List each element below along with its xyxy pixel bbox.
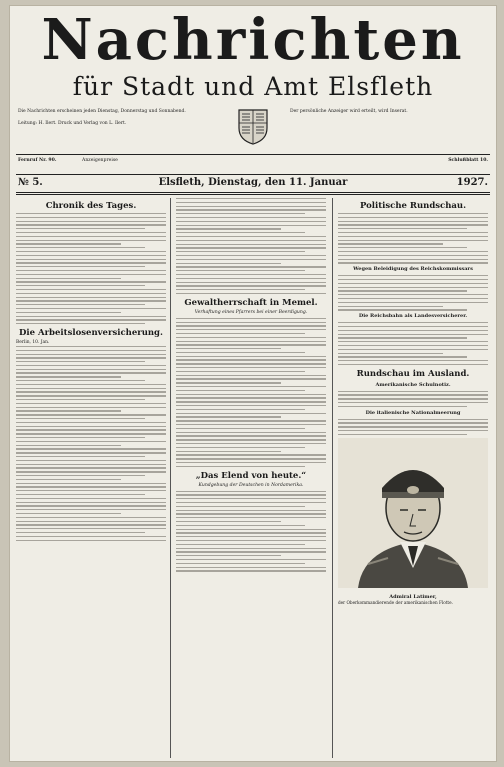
text-line bbox=[176, 255, 326, 256]
text-line bbox=[16, 517, 166, 518]
issue-year: 1927. bbox=[456, 177, 488, 188]
text-line bbox=[176, 228, 281, 229]
text-line bbox=[16, 528, 166, 529]
text-line bbox=[176, 378, 326, 379]
text-line bbox=[176, 435, 326, 436]
text-line bbox=[16, 407, 166, 408]
text-line bbox=[16, 437, 145, 438]
text-line bbox=[176, 494, 326, 495]
text-line bbox=[338, 360, 488, 361]
text-line bbox=[176, 293, 326, 294]
text-line bbox=[176, 270, 305, 271]
text-line bbox=[176, 356, 326, 357]
column-1 bbox=[16, 198, 166, 543]
text-line bbox=[16, 266, 145, 267]
text-block bbox=[338, 213, 488, 264]
text-line bbox=[176, 375, 326, 376]
section-reichskommissar: Wegen Beleidigung des Reichskommissars bbox=[353, 266, 473, 273]
text-line bbox=[176, 318, 326, 319]
text-line bbox=[16, 460, 166, 461]
fernruf: Fernruf Nr. 90. bbox=[18, 158, 57, 163]
headline-elend: „Das Elend von heute.“ bbox=[195, 470, 307, 481]
text-line bbox=[16, 422, 166, 423]
text-line bbox=[176, 563, 305, 564]
text-line bbox=[176, 532, 326, 533]
text-line bbox=[176, 466, 305, 467]
newspaper-page bbox=[10, 6, 496, 761]
text-line bbox=[16, 217, 166, 218]
text-line bbox=[338, 236, 488, 237]
text-line bbox=[338, 334, 488, 335]
text-line bbox=[16, 483, 166, 484]
text-line bbox=[338, 302, 488, 303]
text-line bbox=[16, 369, 166, 370]
text-line bbox=[16, 255, 166, 256]
text-line bbox=[176, 344, 326, 345]
text-line bbox=[16, 312, 121, 313]
text-line bbox=[16, 395, 166, 396]
text-line bbox=[338, 322, 488, 323]
text-line bbox=[16, 380, 145, 381]
text-line bbox=[176, 232, 305, 233]
column-divider bbox=[170, 198, 171, 758]
headline-rundschau: Politische Rundschau. bbox=[359, 201, 467, 211]
text-line bbox=[176, 352, 305, 353]
text-line bbox=[176, 359, 326, 360]
text-line bbox=[16, 410, 121, 411]
text-line bbox=[16, 240, 166, 241]
text-line bbox=[176, 416, 281, 417]
text-line bbox=[176, 502, 326, 503]
issue-row bbox=[18, 176, 488, 190]
text-line bbox=[176, 521, 281, 522]
text-line bbox=[176, 348, 281, 349]
text-line bbox=[176, 333, 305, 334]
text-block bbox=[338, 391, 488, 407]
text-line bbox=[16, 247, 145, 248]
text-line bbox=[176, 282, 326, 283]
text-line bbox=[176, 244, 326, 245]
text-line bbox=[176, 367, 326, 368]
text-line bbox=[176, 454, 326, 455]
divider bbox=[16, 174, 490, 175]
text-line bbox=[16, 532, 145, 533]
text-line bbox=[16, 475, 145, 476]
text-line bbox=[16, 346, 166, 347]
text-line bbox=[176, 548, 326, 549]
text-line bbox=[176, 202, 326, 203]
text-line bbox=[16, 456, 145, 457]
text-line bbox=[16, 221, 166, 222]
text-line bbox=[16, 479, 121, 480]
text-line bbox=[16, 471, 166, 472]
text-line bbox=[176, 198, 326, 199]
text-line bbox=[338, 402, 488, 403]
text-line bbox=[338, 337, 467, 338]
text-line bbox=[338, 406, 467, 407]
text-block bbox=[16, 346, 166, 541]
text-line bbox=[16, 414, 166, 415]
info-left-line: Die Nachrichten erscheinen jeden Dienstag, Donnerstag und Sonnabend. bbox=[18, 109, 186, 114]
text-line bbox=[16, 251, 166, 252]
text-line bbox=[16, 376, 121, 377]
text-line bbox=[176, 409, 305, 410]
text-line bbox=[338, 341, 488, 342]
text-line bbox=[338, 287, 488, 288]
text-line bbox=[16, 293, 166, 294]
text-line bbox=[176, 529, 326, 530]
admiral-portrait-image bbox=[338, 438, 488, 588]
text-line bbox=[16, 300, 166, 301]
text-line bbox=[176, 382, 281, 383]
text-line bbox=[16, 513, 121, 514]
text-line bbox=[338, 398, 488, 399]
text-line bbox=[16, 297, 166, 298]
text-line bbox=[16, 502, 166, 503]
text-line bbox=[176, 278, 326, 279]
text-line bbox=[338, 426, 488, 427]
text-line bbox=[16, 213, 166, 214]
text-line bbox=[338, 262, 488, 263]
text-line bbox=[16, 464, 166, 465]
text-line bbox=[176, 325, 326, 326]
text-line bbox=[338, 221, 488, 222]
text-line bbox=[176, 506, 305, 507]
text-line bbox=[176, 439, 326, 440]
subheadline-elend: Kundgebung der Deutschen in Nordamerika. bbox=[198, 482, 304, 488]
text-line bbox=[338, 213, 488, 214]
text-line bbox=[176, 498, 326, 499]
dateline: Berlin, 10. Jan. bbox=[16, 339, 50, 345]
text-line bbox=[176, 274, 326, 275]
text-line bbox=[176, 462, 326, 463]
text-line bbox=[16, 354, 166, 355]
text-line bbox=[16, 399, 145, 400]
column-2 bbox=[176, 198, 326, 574]
text-line bbox=[338, 306, 443, 307]
text-block bbox=[176, 198, 326, 294]
text-line bbox=[176, 428, 305, 429]
text-line bbox=[176, 341, 326, 342]
subheadline-memel: Verhaftung eines Pfarrers bei einer Beerdigung. bbox=[194, 309, 308, 315]
text-line bbox=[338, 255, 488, 256]
text-line bbox=[176, 513, 326, 514]
publication-info-right bbox=[290, 109, 488, 115]
text-line bbox=[338, 364, 488, 365]
masthead-title: Nachrichten bbox=[41, 7, 465, 73]
text-line bbox=[16, 285, 145, 286]
text-line bbox=[338, 419, 488, 420]
text-line bbox=[16, 350, 166, 351]
text-line bbox=[176, 525, 305, 526]
text-line bbox=[176, 540, 326, 541]
portrait-caption: Admiral Latimer, bbox=[389, 593, 437, 600]
text-line bbox=[176, 517, 326, 518]
text-line bbox=[176, 567, 326, 568]
info-right-line: Der persönliche Anzeiger wird erteilt, wird Inserat. bbox=[290, 109, 408, 114]
text-line bbox=[16, 521, 166, 522]
text-line bbox=[338, 356, 467, 357]
text-line bbox=[176, 551, 326, 552]
text-line bbox=[16, 403, 166, 404]
column-3 bbox=[338, 198, 488, 605]
text-line bbox=[16, 467, 166, 468]
text-line bbox=[338, 232, 488, 233]
text-line bbox=[176, 285, 326, 286]
text-line bbox=[338, 283, 488, 284]
text-line bbox=[16, 357, 166, 358]
text-line bbox=[16, 391, 166, 392]
text-line bbox=[176, 390, 305, 391]
text-line bbox=[16, 262, 166, 263]
text-line bbox=[176, 206, 326, 207]
notice-text: Anzeigenpreise bbox=[82, 158, 118, 163]
text-line bbox=[338, 279, 488, 280]
text-block bbox=[176, 318, 326, 467]
coat-of-arms-icon bbox=[236, 106, 270, 146]
text-line bbox=[338, 422, 488, 423]
text-line bbox=[338, 217, 488, 218]
text-line bbox=[16, 441, 166, 442]
text-line bbox=[338, 345, 488, 346]
text-line bbox=[176, 394, 326, 395]
text-line bbox=[176, 443, 326, 444]
text-line bbox=[176, 544, 305, 545]
text-line bbox=[176, 363, 326, 364]
info-left-line: Leitung: H. Ilert. Druck und Verlag von L. Ilert. bbox=[18, 121, 127, 127]
text-line bbox=[176, 397, 326, 398]
text-line bbox=[176, 559, 326, 560]
text-line bbox=[176, 447, 305, 448]
text-line bbox=[16, 540, 166, 541]
text-line bbox=[338, 247, 467, 248]
text-line bbox=[16, 361, 145, 362]
text-line bbox=[338, 259, 488, 260]
text-line bbox=[16, 316, 166, 317]
text-line bbox=[16, 490, 166, 491]
text-line bbox=[16, 228, 145, 229]
divider bbox=[16, 194, 490, 195]
text-line bbox=[176, 236, 326, 237]
masthead-subtitle: für Stadt und Amt Elsfleth bbox=[72, 72, 434, 101]
headline-chronik: Chronik des Tages. bbox=[45, 201, 137, 211]
text-line bbox=[16, 384, 166, 385]
text-line bbox=[16, 365, 166, 366]
text-line bbox=[16, 418, 145, 419]
text-line bbox=[176, 405, 326, 406]
text-line bbox=[176, 259, 326, 260]
section-schulnotiz: Amerikanische Schulnotiz. bbox=[375, 381, 451, 388]
section-nationalmeerung: Die italienische Nationalmeerung bbox=[365, 409, 461, 416]
text-line bbox=[16, 509, 166, 510]
publication-info-left bbox=[18, 109, 214, 128]
text-line bbox=[16, 259, 166, 260]
text-line bbox=[338, 294, 488, 295]
text-line bbox=[16, 429, 166, 430]
text-line bbox=[16, 323, 145, 324]
text-line bbox=[16, 524, 166, 525]
text-line bbox=[176, 371, 305, 372]
text-line bbox=[338, 349, 488, 350]
text-line bbox=[176, 413, 326, 414]
text-line bbox=[338, 430, 488, 431]
text-line bbox=[16, 452, 166, 453]
text-line bbox=[176, 386, 326, 387]
text-line bbox=[16, 224, 166, 225]
text-line bbox=[338, 224, 488, 225]
notice-row bbox=[18, 158, 488, 172]
issue-number: № 5. bbox=[18, 177, 43, 188]
text-line bbox=[16, 433, 166, 434]
text-line bbox=[176, 247, 326, 248]
text-line bbox=[338, 251, 488, 252]
schluss: Schlußblatt 10. bbox=[448, 158, 488, 163]
text-line bbox=[16, 388, 166, 389]
text-line bbox=[176, 240, 326, 241]
headline-memel: Gewaltherrschaft in Memel. bbox=[184, 297, 318, 308]
text-line bbox=[16, 232, 166, 233]
text-block bbox=[338, 419, 488, 435]
portrait-caption-sub: der Oberkommandierende der amerikanischen Flotte. bbox=[338, 599, 453, 605]
text-line bbox=[176, 329, 326, 330]
text-line bbox=[176, 251, 305, 252]
text-line bbox=[176, 458, 326, 459]
text-line bbox=[16, 486, 166, 487]
text-line bbox=[176, 570, 326, 571]
text-line bbox=[176, 401, 326, 402]
text-line bbox=[338, 309, 467, 310]
text-line bbox=[16, 281, 166, 282]
text-line bbox=[16, 274, 166, 275]
text-line bbox=[338, 240, 488, 241]
text-line bbox=[176, 451, 281, 452]
text-line bbox=[176, 225, 326, 226]
text-line bbox=[176, 420, 326, 421]
text-block bbox=[338, 275, 488, 310]
text-line bbox=[16, 236, 166, 237]
text-line bbox=[16, 372, 166, 373]
text-line bbox=[338, 434, 467, 435]
text-line bbox=[176, 424, 326, 425]
text-line bbox=[16, 243, 121, 244]
text-line bbox=[16, 289, 166, 290]
divider bbox=[16, 192, 490, 193]
text-line bbox=[176, 510, 326, 511]
text-line bbox=[16, 494, 145, 495]
text-line bbox=[16, 308, 166, 309]
text-line bbox=[338, 391, 488, 392]
divider bbox=[16, 154, 490, 155]
text-line bbox=[176, 491, 326, 492]
text-line bbox=[16, 445, 121, 446]
text-line bbox=[16, 505, 166, 506]
text-line bbox=[16, 448, 166, 449]
text-line bbox=[176, 266, 326, 267]
text-line bbox=[176, 209, 326, 210]
text-line bbox=[16, 536, 166, 537]
text-line bbox=[338, 275, 488, 276]
text-block bbox=[338, 322, 488, 365]
issue-date: Elsfleth, Dienstag, den 11. Januar bbox=[158, 177, 348, 188]
text-line bbox=[176, 213, 305, 214]
text-line bbox=[176, 432, 326, 433]
text-line bbox=[176, 536, 326, 537]
text-line bbox=[176, 337, 326, 338]
text-line bbox=[16, 304, 145, 305]
text-line bbox=[338, 228, 467, 229]
text-line bbox=[16, 319, 166, 320]
text-block bbox=[16, 213, 166, 324]
text-line bbox=[176, 263, 281, 264]
text-line bbox=[16, 278, 121, 279]
section-reichsbahn: Die Reichsbahn als Landesversicherer. bbox=[358, 313, 468, 320]
text-line bbox=[16, 498, 166, 499]
text-line bbox=[338, 326, 488, 327]
text-line bbox=[16, 270, 166, 271]
text-line bbox=[338, 330, 488, 331]
text-line bbox=[176, 322, 326, 323]
text-line bbox=[176, 289, 305, 290]
text-line bbox=[16, 426, 166, 427]
text-line bbox=[338, 353, 443, 354]
headline-arbeitslosenversicherung: Die Arbeitslosenversicherung. bbox=[19, 327, 163, 338]
column-divider bbox=[332, 198, 333, 758]
text-line bbox=[338, 243, 443, 244]
text-line bbox=[338, 394, 488, 395]
text-line bbox=[176, 555, 281, 556]
text-line bbox=[176, 221, 326, 222]
headline-ausland: Rundschau im Ausland. bbox=[356, 368, 470, 379]
text-line bbox=[338, 290, 467, 291]
text-line bbox=[176, 217, 326, 218]
text-block bbox=[176, 491, 326, 572]
text-line bbox=[338, 298, 488, 299]
